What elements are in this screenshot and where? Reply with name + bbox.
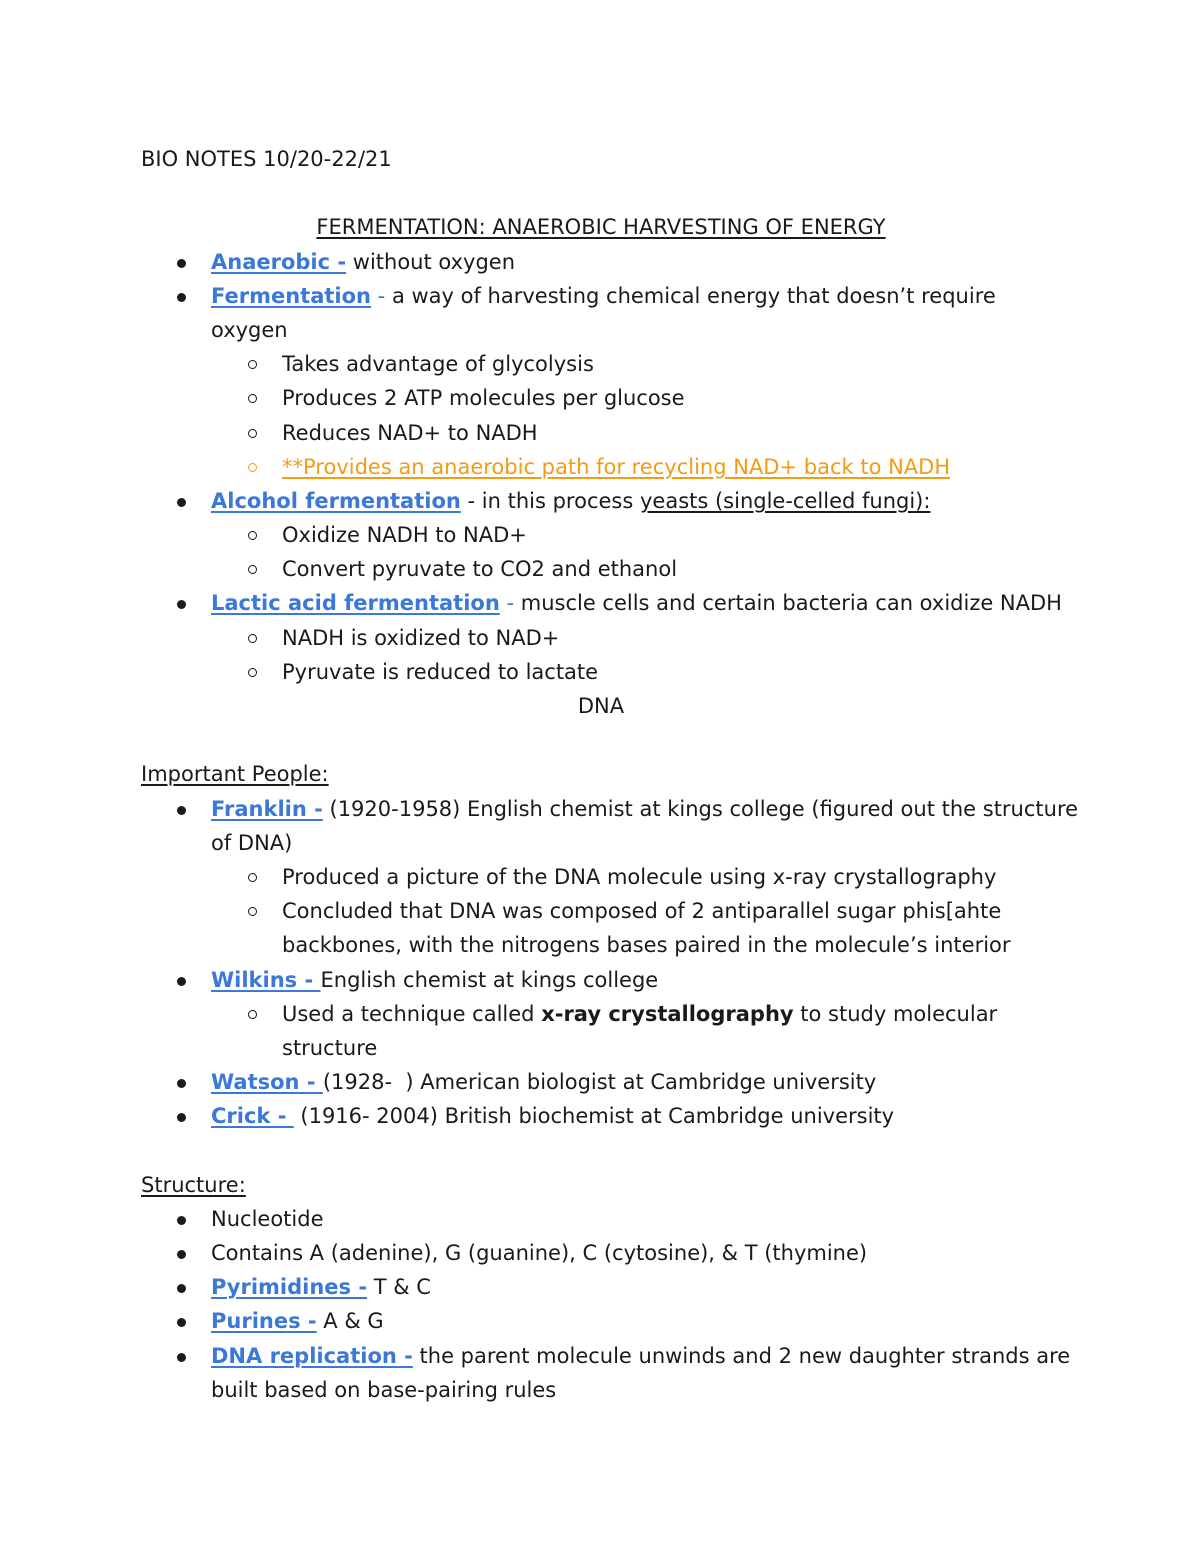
term-purines: Purines - — [211, 1309, 317, 1334]
sub-list-item — [141, 997, 1061, 1031]
circle-bullet-icon — [248, 668, 257, 677]
bullet-icon — [177, 293, 186, 302]
sub-item-text: Takes advantage of glycolysis — [282, 352, 594, 377]
bullet-icon — [177, 806, 186, 815]
sub-list-item — [141, 416, 1061, 450]
circle-bullet-icon — [248, 1010, 257, 1019]
definition-continued: oxygen — [211, 317, 288, 342]
document-page — [141, 142, 1079, 1407]
circle-bullet-icon — [248, 907, 257, 916]
circle-bullet-icon — [248, 394, 257, 403]
bullet-icon — [177, 498, 186, 507]
term-lactic-acid-fermentation: Lactic acid fermentation — [211, 591, 500, 616]
list-item — [141, 1304, 1061, 1338]
definition: muscle cells and certain bacteria can oxidize NADH — [514, 591, 1062, 616]
sub-list-item-highlight — [141, 450, 1061, 484]
term-alcohol-fermentation: Alcohol fermentation — [211, 488, 461, 513]
heading-important-people: Important People: — [141, 762, 329, 787]
bullet-icon — [177, 1318, 186, 1327]
definition: without oxygen — [346, 249, 516, 274]
bullet-icon — [177, 1079, 186, 1088]
sub-item-text: Convert pyruvate to CO2 and ethanol — [282, 557, 678, 582]
section-title-dna: DNA — [577, 694, 625, 718]
sub-list-item — [141, 552, 1061, 586]
item-text: Nucleotide — [211, 1206, 324, 1231]
circle-bullet-icon — [248, 873, 257, 882]
circle-bullet-icon — [248, 634, 257, 643]
term-dash: - — [499, 591, 515, 616]
definition: - in this process — [460, 488, 640, 513]
definition: (1928- ) American biologist at Cambridge university — [322, 1070, 877, 1095]
list-item — [141, 1065, 1061, 1099]
list-item — [141, 1270, 1061, 1304]
circle-bullet-icon — [248, 429, 257, 438]
circle-bullet-icon — [248, 360, 257, 369]
bullet-icon — [177, 1353, 186, 1362]
term-dash: - — [371, 283, 386, 308]
bullet-icon — [177, 1113, 186, 1122]
list-item — [141, 792, 1079, 826]
bold-term: x-ray crystallography — [541, 1001, 794, 1026]
bullet-icon — [177, 977, 186, 986]
sub-item-text: Produced a picture of the DNA molecule using x-ray crystallography — [282, 864, 997, 889]
highlight-text: **Provides an anaerobic path for recycling NAD+ back to NADH — [282, 454, 951, 479]
sub-item-continued: backbones, with the nitrogens bases paired in the molecule’s interior — [282, 933, 1011, 958]
list-item — [141, 1099, 1061, 1133]
sub-list-item — [141, 621, 1061, 655]
list-item — [141, 484, 1061, 518]
sub-list-item — [141, 860, 1061, 894]
sub-item-text: to study molecular — [793, 1001, 998, 1026]
bullet-icon — [177, 1250, 186, 1259]
definition: a way of harvesting chemical energy that doesn’t require — [385, 283, 996, 308]
list-item — [141, 245, 1061, 279]
circle-bullet-icon — [248, 565, 257, 574]
sub-item-text: Produces 2 ATP molecules per glucose — [282, 386, 685, 411]
sub-list-item — [141, 894, 1061, 928]
list-item — [141, 963, 1061, 997]
circle-bullet-icon — [248, 531, 257, 540]
doc-header: BIO NOTES 10/20-22/21 — [141, 147, 392, 171]
sub-item-continued: structure — [282, 1035, 378, 1060]
sub-list-item — [141, 381, 1061, 415]
sub-item-text: NADH is oxidized to NAD+ — [282, 625, 560, 650]
definition: (1916- 2004) British biochemist at Cambridge university — [293, 1104, 895, 1129]
term-anaerobic: Anaerobic - — [211, 249, 347, 274]
sub-item-text: Used a technique called — [282, 1001, 542, 1026]
list-item — [141, 1236, 1061, 1270]
sub-item-text: Concluded that DNA was composed of 2 antiparallel sugar phis[ahte — [282, 899, 1002, 924]
bullet-icon — [177, 1216, 186, 1225]
bullet-icon — [177, 259, 186, 268]
definition-continued: of DNA) — [211, 830, 293, 855]
list-item — [141, 1339, 1071, 1373]
bullet-icon — [177, 600, 186, 609]
definition: English chemist at kings college — [320, 967, 659, 992]
sub-item-text: Oxidize NADH to NAD+ — [282, 523, 527, 548]
definition: the parent molecule unwinds and 2 new daughter strands are — [412, 1343, 1071, 1368]
sub-item-text: Reduces NAD+ to NADH — [282, 420, 538, 445]
item-text: Contains A (adenine), G (guanine), C (cytosine), & T (thymine) — [211, 1241, 868, 1265]
term-pyrimidines: Pyrimidines - — [211, 1275, 368, 1300]
circle-bullet-icon — [248, 463, 257, 472]
list-item — [141, 279, 1061, 313]
sub-list-item — [141, 347, 1061, 381]
sub-item-text: Pyruvate is reduced to lactate — [282, 659, 599, 684]
term-crick: Crick - — [211, 1104, 294, 1129]
sub-list-item — [141, 518, 1061, 552]
term-franklin: Franklin - — [211, 796, 323, 821]
section-title-fermentation: FERMENTATION: ANAEROBIC HARVESTING OF ENERGY — [316, 215, 886, 240]
list-item — [141, 1202, 1061, 1236]
term-watson: Watson - — [211, 1070, 323, 1095]
term-wilkins: Wilkins - — [211, 967, 321, 992]
sub-list-item — [141, 655, 1061, 689]
bullet-icon — [177, 1284, 186, 1293]
term-dna-replication: DNA replication - — [211, 1343, 413, 1368]
definition: A & G — [316, 1309, 384, 1334]
definition: T & C — [367, 1275, 431, 1300]
definition-underlined: yeasts (single-celled fungi): — [639, 488, 931, 513]
heading-structure: Structure: — [141, 1172, 246, 1197]
list-item — [141, 586, 1061, 620]
term-fermentation: Fermentation — [211, 283, 371, 308]
definition: (1920-1958) English chemist at kings college (figured out the structure — [322, 796, 1079, 821]
definition-continued: built based on base-pairing rules — [211, 1377, 557, 1402]
